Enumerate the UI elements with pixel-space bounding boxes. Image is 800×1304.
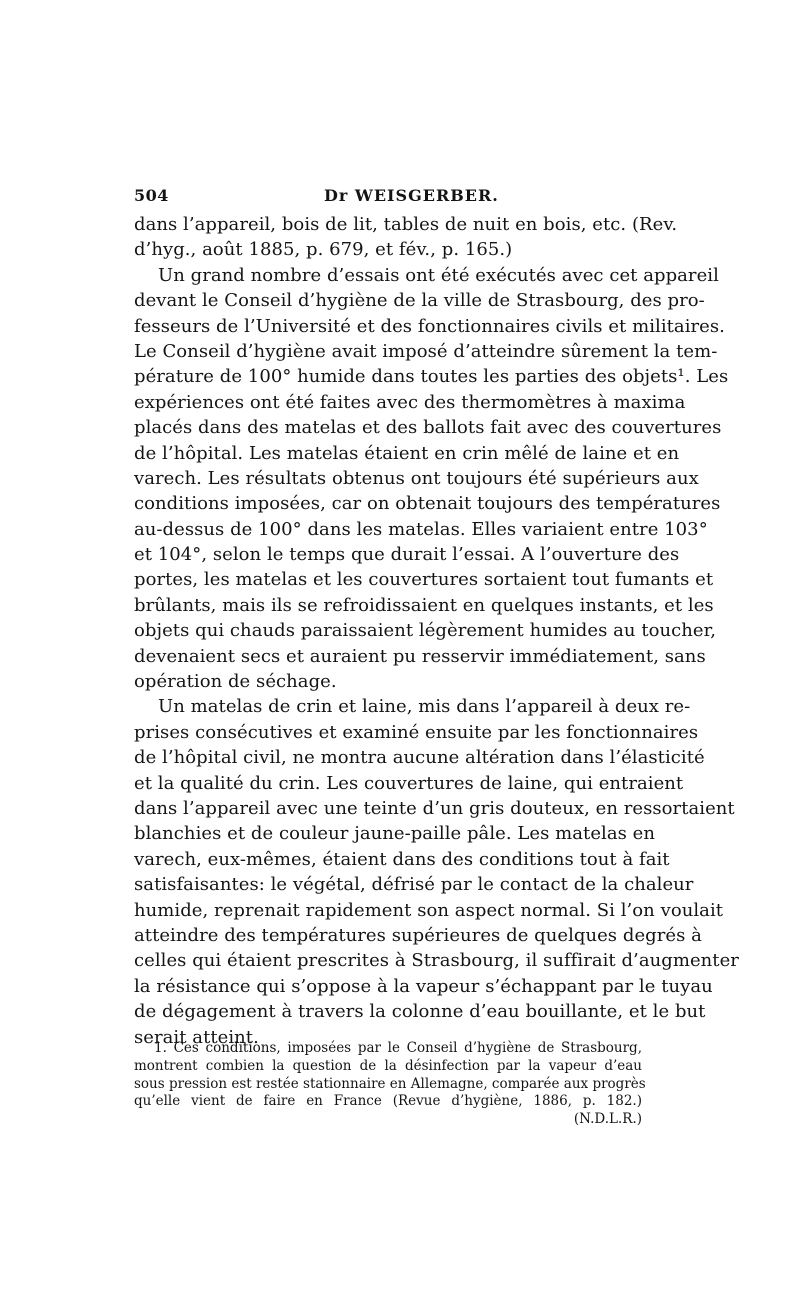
text-line: et 104°, selon le temps que durait l’essai. A l’ouverture des <box>134 544 680 566</box>
footnote-line: montrent combien la question de la désinfection par la vapeur d’eau <box>134 1057 642 1074</box>
text-line: brûlants, mais ils se refroidissaient en quelques instants, et les <box>134 594 714 616</box>
text-line: celles qui étaient prescrites à Strasbourg, il suffirait d’augmenter <box>134 950 739 972</box>
text-line: satisfaisantes: le végétal, défrisé par le contact de la chaleur <box>134 874 694 896</box>
text-line: blanchies et de couleur jaune-paille pâle. Les matelas en <box>134 823 656 845</box>
footnote-line: sous pression est restée stationnaire en Allemagne, comparée aux progrès <box>134 1075 646 1092</box>
text-line: objets qui chauds paraissaient légèrement humides au toucher, <box>134 620 717 642</box>
text-line: opération de séchage. <box>134 671 337 693</box>
text-line: Le Conseil d’hygiène avait imposé d’atteindre sûrement la tem- <box>134 340 718 362</box>
text-line: la résistance qui s’oppose à la vapeur s’échappant par le tuyau <box>134 975 713 997</box>
text-line: portes, les matelas et les couvertures sortaient tout fumants et <box>134 569 714 591</box>
text-line: conditions imposées, car on obtenait toujours des températures <box>134 493 721 515</box>
page-header <box>134 186 642 212</box>
text-line: et la qualité du crin. Les couvertures de laine, qui entraient <box>134 772 684 794</box>
paragraph-start-line: Un grand nombre d’essais ont été exécutés avec cet appareil <box>158 264 719 286</box>
text-line: varech. Les résultats obtenus ont toujours été supérieurs aux <box>134 467 699 489</box>
text-line: expériences ont été faites avec des thermomètres à maxima <box>134 391 686 413</box>
text-line: humide, reprenait rapidement son aspect normal. Si l’on voulait <box>134 899 724 921</box>
text-line: de dégagement à travers la colonne d’eau bouillante, et le but <box>134 1001 706 1023</box>
text-line: dans l’appareil, bois de lit, tables de nuit en bois, etc. (Rev. <box>134 214 678 235</box>
text-line: dans l’appareil avec une teinte d’un gris douteux, en ressortaient <box>134 797 735 819</box>
text-line: devenaient secs et auraient pu resservir immédiatement, sans <box>134 645 706 667</box>
text-line: pérature de 100° humide dans toutes les parties des objets¹. Les <box>134 366 729 388</box>
text-line: serait atteint. <box>134 1026 259 1048</box>
footnote-line: 1. Ces conditions, imposées par le Conseil d’hygiène de Strasbourg, <box>154 1040 642 1056</box>
text-line: devant le Conseil d’hygiène de la ville de Strasbourg, des pro- <box>134 290 705 312</box>
footnote-line: qu’elle vient de faire en France (Revue d’hygiène, 1886, p. 182.) <box>134 1093 642 1110</box>
text-line: placés dans des matelas et des ballots fait avec des couvertures <box>134 417 722 439</box>
footnote <box>134 1040 646 1129</box>
text-line: atteindre des températures supérieures de quelques degrés à <box>134 924 702 946</box>
text-line: prises consécutives et examiné ensuite par les fonctionnaires <box>134 721 699 743</box>
body-text <box>134 212 739 1050</box>
paragraph-start-line: Un matelas de crin et laine, mis dans l’appareil à deux re- <box>158 696 691 718</box>
running-head: Dr WEISGERBER. <box>324 186 499 205</box>
text-line: varech, eux-mêmes, étaient dans des conditions tout à fait <box>134 848 670 870</box>
text-line: de l’hôpital. Les matelas étaient en crin mêlé de laine et en <box>134 442 680 464</box>
page-number: 504 <box>134 186 169 205</box>
text-line: de l’hôpital civil, ne montra aucune altération dans l’élasticité <box>134 747 705 769</box>
text-line: fesseurs de l’Université et des fonctionnaires civils et militaires. <box>134 315 725 337</box>
text-line: d’hyg., août 1885, p. 679, et fév., p. 165.) <box>134 239 513 261</box>
text-line: au-dessus de 100° dans les matelas. Elles variaient entre 103° <box>134 518 708 540</box>
footnote-attribution: (N.D.L.R.) <box>573 1111 642 1128</box>
